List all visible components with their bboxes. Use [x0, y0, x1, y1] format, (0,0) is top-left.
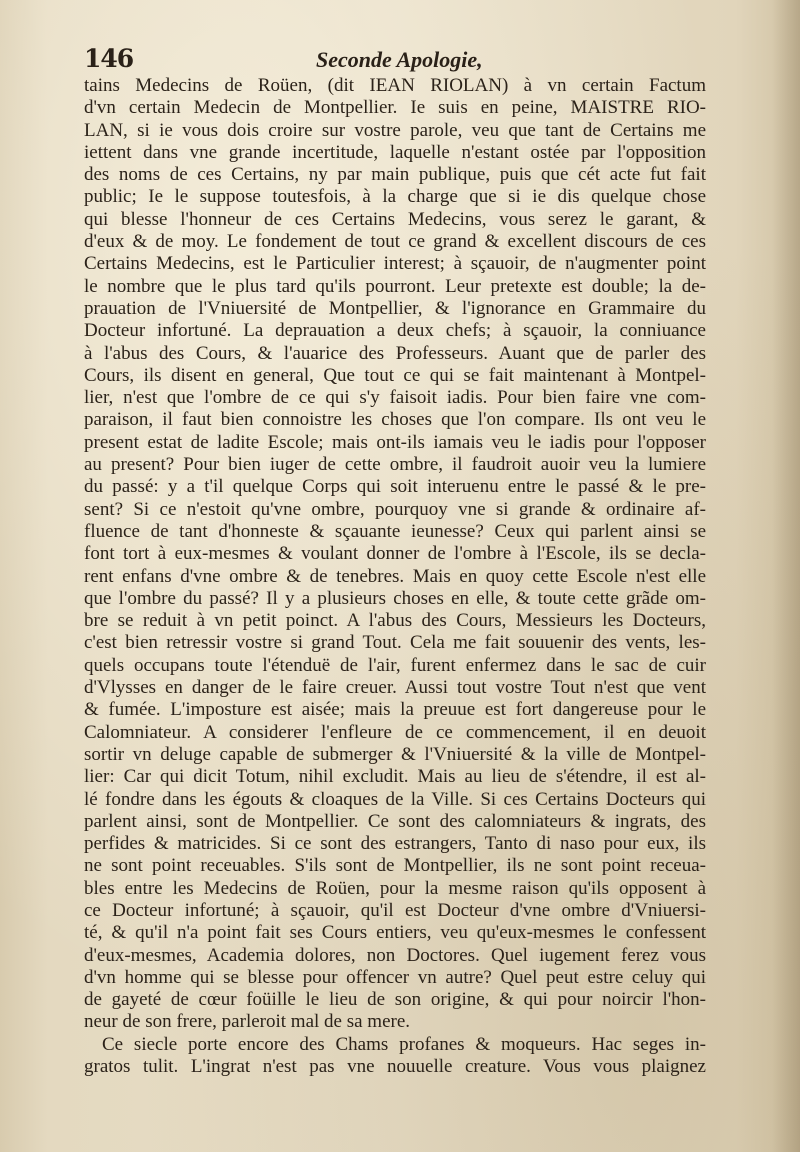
text-line: c'est bien retressir vostre si grand Tout. Cela me fait souuenir des vents, les-	[84, 632, 706, 654]
text-line: à l'abus des Cours, & l'auarice des Professeurs. Auant que de parler des	[84, 342, 706, 364]
text-line: prauation de l'Vniuersité de Montpellier, & l'ignorance en Grammaire du	[84, 297, 706, 319]
text-line: des noms de ces Certains, ny par main publique, puis que cét acte fut fait	[84, 164, 706, 186]
text-line: au present? Pour bien iuger de cette ombre, il faudroit auoir veu la lumiere	[84, 454, 706, 476]
text-line: d'vn certain Medecin de Montpellier. Ie suis en peine, MAISTRE RIO-	[84, 97, 706, 119]
text-line: LAN, si ie vous dois croire sur vostre parole, veu que tant de Certains me	[84, 119, 706, 141]
text-line: Cours, ils disent en general, Que tout ce qui se fait maintenant à Montpel-	[84, 364, 706, 386]
page-number: 146	[84, 44, 134, 73]
text-line: qui blesse l'honneur de ces Certains Medecins, vous serez le garant, &	[84, 208, 706, 230]
text-line: d'eux & de moy. Le fondement de tout ce grand & excellent discours de ces	[84, 231, 706, 253]
text-line: bles entre les Medecins de Roüen, pour la mesme raison qu'ils opposent à	[84, 877, 706, 899]
text-line: d'eux-mesmes, Academia dolores, non Doctores. Quel iugement ferez vous	[84, 944, 706, 966]
page-edge-shadow	[772, 0, 800, 1152]
text-line: d'vn homme qui se blesse pour offencer vn autre? Quel peut estre celuy qui	[84, 966, 706, 988]
text-line: paraison, il faut bien connoistre les choses que l'on compare. Ils ont veu le	[84, 409, 706, 431]
text-line: sortir vn deluge capable de submerger & l'Vniuersité & la ville de Montpel-	[84, 743, 706, 765]
text-line: bre se reduit à vn petit poinct. A l'abus des Cours, Messieurs les Docteurs,	[84, 610, 706, 632]
text-line: lé fondre dans les égouts & cloaques de la Ville. Si ces Certains Docteurs qui	[84, 788, 706, 810]
text-line: té, & qu'il n'a point fait ses Cours entiers, veu qu'eux-mesmes le confessent	[84, 922, 706, 944]
text-line: gratos tulit. L'ingrat n'est pas vne nouuelle creature. Vous vous plaignez	[84, 1056, 706, 1078]
text-line: rent enfans d'vne ombre & de tenebres. Mais en quoy cette Escole n'est elle	[84, 565, 706, 587]
text-line: lier: Car qui dicit Totum, nihil excludit. Mais au lieu de s'étendre, il est al-	[84, 766, 706, 788]
text-line: lier, n'est que l'ombre de ce qui s'y faisoit iadis. Pour bien faire vne com-	[84, 387, 706, 409]
text-line: Docteur infortuné. La deprauation a deux chefs; à sçauoir, la conniuance	[84, 320, 706, 342]
text-line: public; Ie le suppose toutesfois, à la charge que si ie dis quelque chose	[84, 186, 706, 208]
text-line: iettent dans vne grande incertitude, laquelle n'estant ostée par l'opposition	[84, 141, 706, 163]
text-line: le nombre que le plus tard qu'ils pourront. Leur pretexte est double; la de-	[84, 275, 706, 297]
page-header	[84, 44, 714, 78]
text-line: que l'ombre du passé? Il y a plusieurs choses en elle, & toute cette grãde om-	[84, 587, 706, 609]
text-line: fluence de tant d'honneste & sçauante ieunesse? Ceux qui parlent ainsi se	[84, 520, 706, 542]
text-line: Ce siecle porte encore des Chams profanes & moqueurs. Hac seges in-	[102, 1033, 706, 1055]
text-line: sent? Si ce n'estoit qu'vne ombre, pourquoy vne si grande & ordinaire af-	[84, 498, 706, 520]
text-line: perfides & matricides. Si ce sont des estrangers, Tanto di naso pour eux, ils	[84, 833, 706, 855]
text-line: Certains Medecins, est le Particulier interest; à sçauoir, de n'augmenter point	[84, 253, 706, 275]
text-line: de gayeté de cœur foüille le lieu de son origine, & qui pour noircir l'hon-	[84, 989, 706, 1011]
text-line: tains Medecins de Roüen, (dit IEAN RIOLAN) à vn certain Factum	[84, 75, 706, 96]
text-line: du passé: y a t'il quelque Corps qui soit interuenu entre le passé & le pre-	[84, 476, 706, 498]
text-line: neur de son frere, parleroit mal de sa mere.	[84, 1011, 411, 1033]
body-text	[84, 75, 706, 1078]
text-line: ce Docteur infortuné; à sçauoir, qu'il est Docteur d'vne ombre d'Vniuersi-	[84, 899, 706, 921]
text-line: font tort à eux-mesmes & voulant donner de l'ombre à l'Escole, ils se decla-	[84, 543, 706, 565]
text-line: Calomniateur. A considerer l'enfleure de ce commencement, il en deuoit	[84, 721, 706, 743]
text-line: d'Vlysses en danger de le faire creuer. Aussi tout vostre Tout n'est que vent	[84, 677, 706, 699]
text-line: & fumée. L'imposture est aisée; mais la preuue est fort dangereuse pour le	[84, 699, 706, 721]
running-title: Seconde Apologie,	[316, 47, 483, 72]
text-line: ne sont point receuables. S'ils sont de Montpellier, ils ne sont point receua-	[84, 855, 706, 877]
text-line: present estat de ladite Escole; mais ont-ils iamais veu le iadis pour l'opposer	[84, 431, 706, 453]
text-line: parlent ainsi, sont de Montpellier. Ce sont des calomniateurs & ingrats, des	[84, 810, 706, 832]
text-line: quels occupans toute l'étenduë de l'air, furent enfermez dans le sac de cuir	[84, 654, 706, 676]
